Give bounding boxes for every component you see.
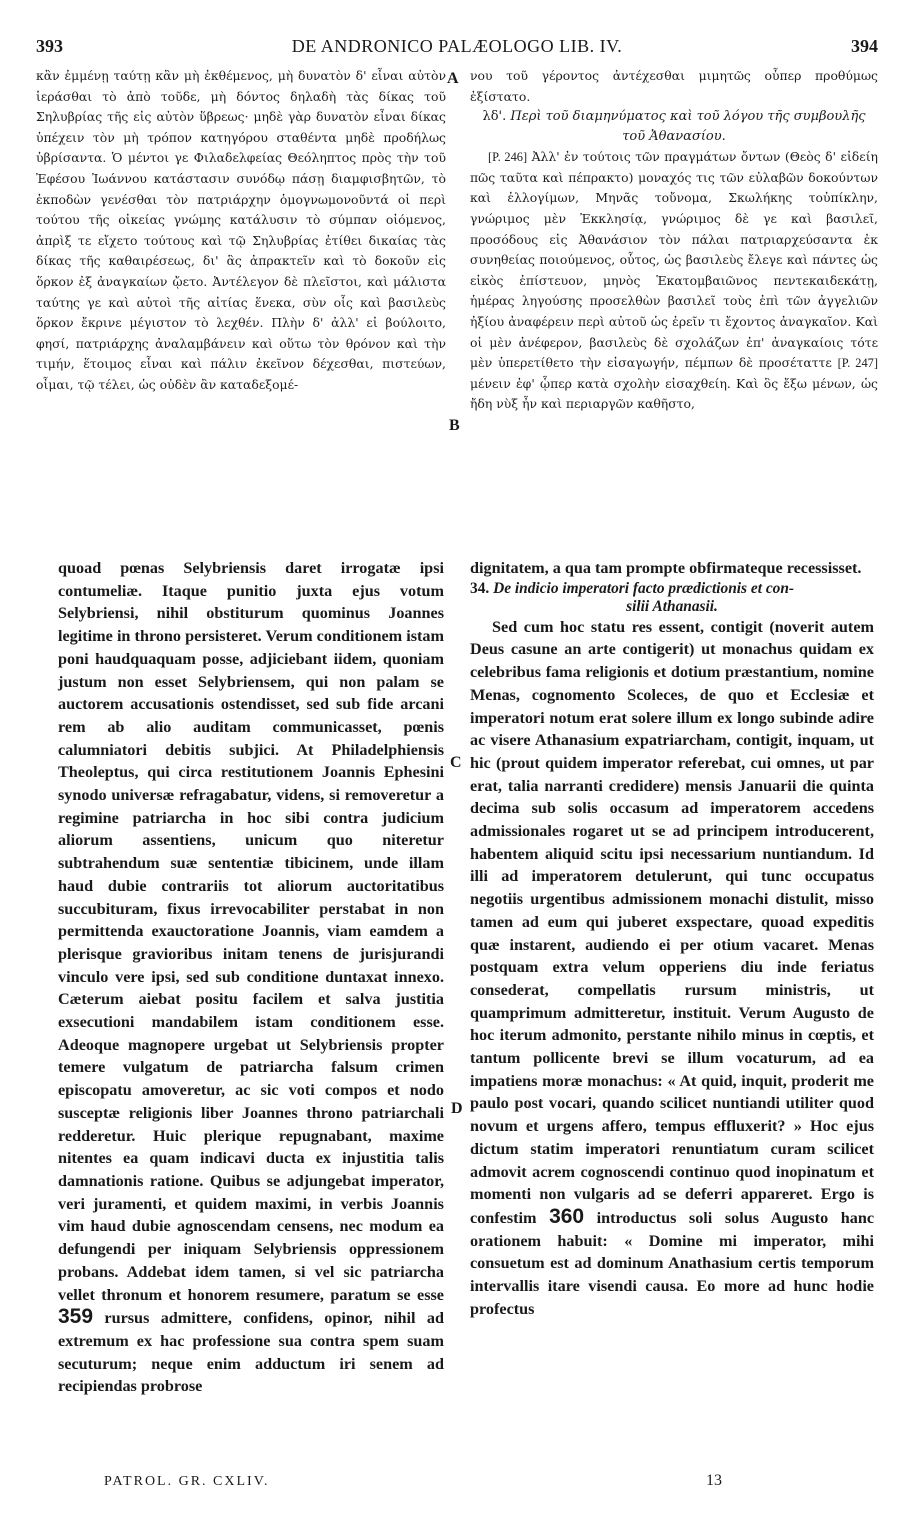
greek-section-number: λδ'. bbox=[482, 109, 507, 125]
margin-letter-c: C bbox=[450, 754, 462, 771]
latin-section-title-line-1: De indicio imperatori facto prædictionis et con- bbox=[493, 579, 795, 597]
page-number-left: 393 bbox=[36, 36, 63, 56]
column-number-360: 360 bbox=[549, 1204, 585, 1228]
margin-letter-d: D bbox=[451, 1100, 463, 1117]
latin-column-left bbox=[58, 557, 444, 1398]
sheet-number: 13 bbox=[706, 1472, 722, 1489]
running-title: DE ANDRONICO PALÆOLOGO LIB. IV. bbox=[291, 36, 623, 56]
latin-left-paragraph bbox=[58, 557, 444, 1398]
greek-column-left bbox=[36, 66, 446, 396]
running-header bbox=[36, 36, 878, 64]
page-reference-247: [P. 247] bbox=[837, 356, 878, 371]
greek-left-paragraph: κἂν ἐμμένῃ ταύτῃ κἂν μὴ ἐκθέμενος, μὴ δυνατὸν δ' εἶναι αὐτὸν ἱεράσθαι τὸ ἀπὸ τοῦδε, μὴ δόντος δηλαδὴ τὰς δίκας τοῦ Σηλυβρίας τῆς εἰς αὐτὸν ὕβρεως· μηδὲ γὰρ δυνατὸν εἶναι δίκας ὑπέχειν τὸν μὴ τρόπον κατηγόρου σταθέντα μηδὲ προδήλως ὑβρίσαντα. Ὁ μέντοι γε Φιλαδελφείας Θεόληπτος πρὸς τὴν τοῦ Ἐφέσου Ἰωάννου κατάστασιν συνόδῳ πάσῃ διαμφισβητῶν, τὸ ἐκποδὼν γενέσθαι τὸν πατριάρχην ὁμογνωμονοῦντά οἱ περὶ τούτου τῆς οἰκείας γνώμης κατάλυσιν τὸ σύμπαν οἰόμενος, ἀπρὶξ τε εἴχετο τούτους καὶ τῷ Σηλυβρίας ἐτίθει δικαίας τὰς δίκας τῆς καθαιρέσεως, δι' ἃς ἀπρακτεῖν καὶ τὸ δοκοῦν εἰς ὅρκον ἐξ ἀναγκαίων ᾤετο. Ἀντέλεγον δὲ πλεῖστοι, καὶ μάλιστα ταύτης γε καὶ αὐτοὶ τῆς αἰτίας ἕνεκα, σὺν οἷς καὶ βασιλεὺς ὅρκον ἔκρινε μέγιστον τὸ λεχθέν. Πλὴν δ' ἀλλ' εἰ βούλοιτο, φησί, πατριάρχης ἀναλαμβάνειν καὶ οὕτω τὸν θρόνον καὶ τὴν τιμήν, ἕτοιμος εἶναι καὶ πάλιν ἐκεῖνον δέχεσθαι, πιστεύων, οἶμαι, τῷ τέλει, ὡς οὐδὲν ἂν καταδεξομέ- bbox=[36, 68, 446, 392]
latin-column-right bbox=[470, 557, 874, 1321]
column-number-359: 359 bbox=[58, 1305, 94, 1329]
greek-right-text-2: μένειν ἐφ' ᾧπερ κατὰ σχολὴν εἰσαχθείη. Καὶ ὃς ἔξω μένων, ὡς ἤδη νὺξ ἦν καὶ περιαργῶν καθῆστο, bbox=[470, 375, 878, 412]
latin-section-number: 34. bbox=[470, 579, 490, 597]
page-number-right: 394 bbox=[851, 36, 878, 56]
margin-letter-b: B bbox=[449, 417, 460, 434]
latin-left-text-2: rursus admittere, confidens, opinor, nihil ad extremum ex hac professione sua contra spem suam secuturum; neque enim adductum iri senem ad recipiendas probrose bbox=[58, 1309, 444, 1396]
greek-section-heading bbox=[470, 107, 878, 147]
latin-left-text-1: quoad pœnas Selybriensis daret irrogatæ ipsi contumeliæ. Itaque punitio juxta ejus votum Selybriensi, nihil obstiturum quominus Joannes legitime in throno persisteret. Verum conditionem istam poni haudquaquam posse, adjiciebant iidem, quoniam justum non esset Selybriensem, qui non palam se auctorem accusationis ostendisset, sed sub fide arcani rem ab alio auditam communicasset, pœnis calumniatori debitis subjici. At Philadelphiensis Theoleptus, qui circa restitutionem Joannis Ephesini synodo universæ refragabatur, videns, si removeretur a regimine patriarcha in hoc sibi contra judicium aliorum assentiens, unicum quo niteretur subtrahendum suæ sententiæ tibicinem, unde illam haud dubie contrariis tot aliorum auctoritatibus succubituram, fixus irrevocabiliter perstabat in non permittenda exauctoratione Joannis, viam eamdem a plerisque gravioribus initam tenens de jurisjurandi vinculo vere ipsi, sed sub conditione duntaxat innexo. Cæterum aiebat positu facilem et salva justitia exsecutioni mandabilem istam conditionem esse. Adeoque magnopere urgebat ut Selybriensis propter temere vulgatum de patriarcha falsum crimen episcopatu amoveretur, ac sic voti compos et nodo susceptæ religionis liber Joannes throno patriarchali redderetur. Huic plerique repugnabant, maxime nitentes ea quam indicavi ducta ex injustitia talis damnationis ratione. Quibus se adjungebat imperator, veri juramenti, et quidem maximi, in verbis Joannis vim haud dubie agnoscendam censens, nec modum ea defungendi per iniquam Selybriensis oppressionem probans. Addebat idem tamen, si vel sic patriarcha vellet thronum et honorem resumere, paratum se esse bbox=[58, 559, 444, 1304]
greek-right-paragraph bbox=[470, 147, 878, 415]
latin-section-title-line-2: silii Athanasii. bbox=[626, 597, 718, 615]
latin-right-paragraph bbox=[470, 616, 874, 1321]
latin-right-text-2: introductus soli solus Augusto hanc orationem habuit: « Domine mi imperator, mihi consuetum est ad dominum Anathasium certis temporum intervallis itare visendi causa. Eo more ad hunc hodie profectus bbox=[470, 1208, 875, 1318]
greek-right-text-1: Ἀλλ' ἐν τούτοις τῶν πραγμάτων ὄντων (Θεὸς δ' εἰδείη πῶς ταῦτα καὶ πέπρακτο) μοναχός τις τῶν εὐλαβῶν δοκούντων καὶ ἐλλογίμων, Μηνᾶς τοὔνομα, Σκωλήκης τοὐπίκλην, γνώριμος μὲν Ἐκκλησίᾳ, γνώριμος δὲ γε καὶ βασιλεῖ, προσόδους εἰς Ἀθανάσιον τὸν πάλαι πατριαρχεύσαντα ἐκ συνηθείας ποιούμενος, οὗτος, ὡς βασιλεὺς ἔλεγε καὶ πάντες ὡς εἰκὸς ἐπίστευον, μηνὸς Ἑκατομβαιῶνος πεντεκαιδεκάτῃ, ἡμέρας ληγούσης προσελθὼν βασιλεῖ τοὺς ἐπὶ τῶν ἀγγελιῶν ἠξίου ἀναφέρειν περὶ αὐτοῦ ὡς ἐρεῖν τι ἔχοντος ἀναγκαῖον. Καὶ οἱ μὲν ἀνέφερον, βασιλεὺς δὲ σχολάζων ἐπ' ἀναγκαίοις τότε μὲν ὑπερετίθετο τὴν εἰσαγωγήν, πέμπων δὲ προσέταττε bbox=[470, 149, 878, 371]
printer-signature: PATROL. GR. CXLIV. bbox=[104, 1474, 270, 1489]
margin-letter-a: A bbox=[447, 70, 459, 87]
latin-right-text-1: Sed cum hoc statu res essent, contigit (noverit autem Deus casune an arte contigerit) ut monachus quidam ex celebribus fama religionis et dotium præstantium, nomine Menas, cognomento Scoleces, de quo et Ecclesiæ et imperatori notum erat solere illum ex longo subinde adire ac visere Athanasium expatriarcham, contigit, inquam, ut hic (prout quidem imperator referebat, cui omnes, ut par erat, talia narranti credidere) mensis Januarii die quinta decima sub solis occasum ad imperatorem accedens admissionales rogaret ut se ad principem introducerent, habentem aliquid scitu ipsi necessarium nuntiandum. Id illi ad imperatorem detulerunt, qui tunc occupatus negotiis urgentibus admissionem monachi distulit, misso tamen ad eum qui juberet exspectare, quoad expeditis quæ instarent, audiendo ei per otium vacaret. Menas postquam extra velum opperiens diu inde feriatus consederat, compellatis rursum ministris, ut quamprimum admitteretur, instituit. Verum Augusto de hoc iterum admonito, perstante nihilo minus in cœptis, et tantum pollicente brevi se illum vocaturum, ad ea impatiens moræ monachus: « At quid, inquit, proderit me paulo post vocari, quando scilicet nuntiandi utiliter quod novum et urgens affero, tempus effluxerit? » Hoc ejus dictum statim imperatori renuntiatum curam scilicet admovit acrem cognoscendi continuo quod inopinatum et momenti non vulgaris ad se deferri appareret. Ergo is confestim bbox=[470, 617, 874, 1227]
greek-column-right bbox=[470, 66, 878, 415]
latin-right-continuation: dignitatem, a qua tam prompte obfirmateque recessisset. bbox=[470, 559, 862, 577]
page-reference-246: [P. 246] bbox=[488, 150, 528, 165]
greek-section-title: Περὶ τοῦ διαμηνύματος καὶ τοῦ λόγου τῆς συμβουλῆς τοῦ Ἀθανασίου. bbox=[510, 109, 866, 145]
greek-right-continuation: νου τοῦ γέροντος ἀντέχεσθαι μιμητῶς οὗπερ προθύμως ἐξίστατο. bbox=[470, 68, 878, 104]
latin-section-heading bbox=[470, 580, 874, 616]
